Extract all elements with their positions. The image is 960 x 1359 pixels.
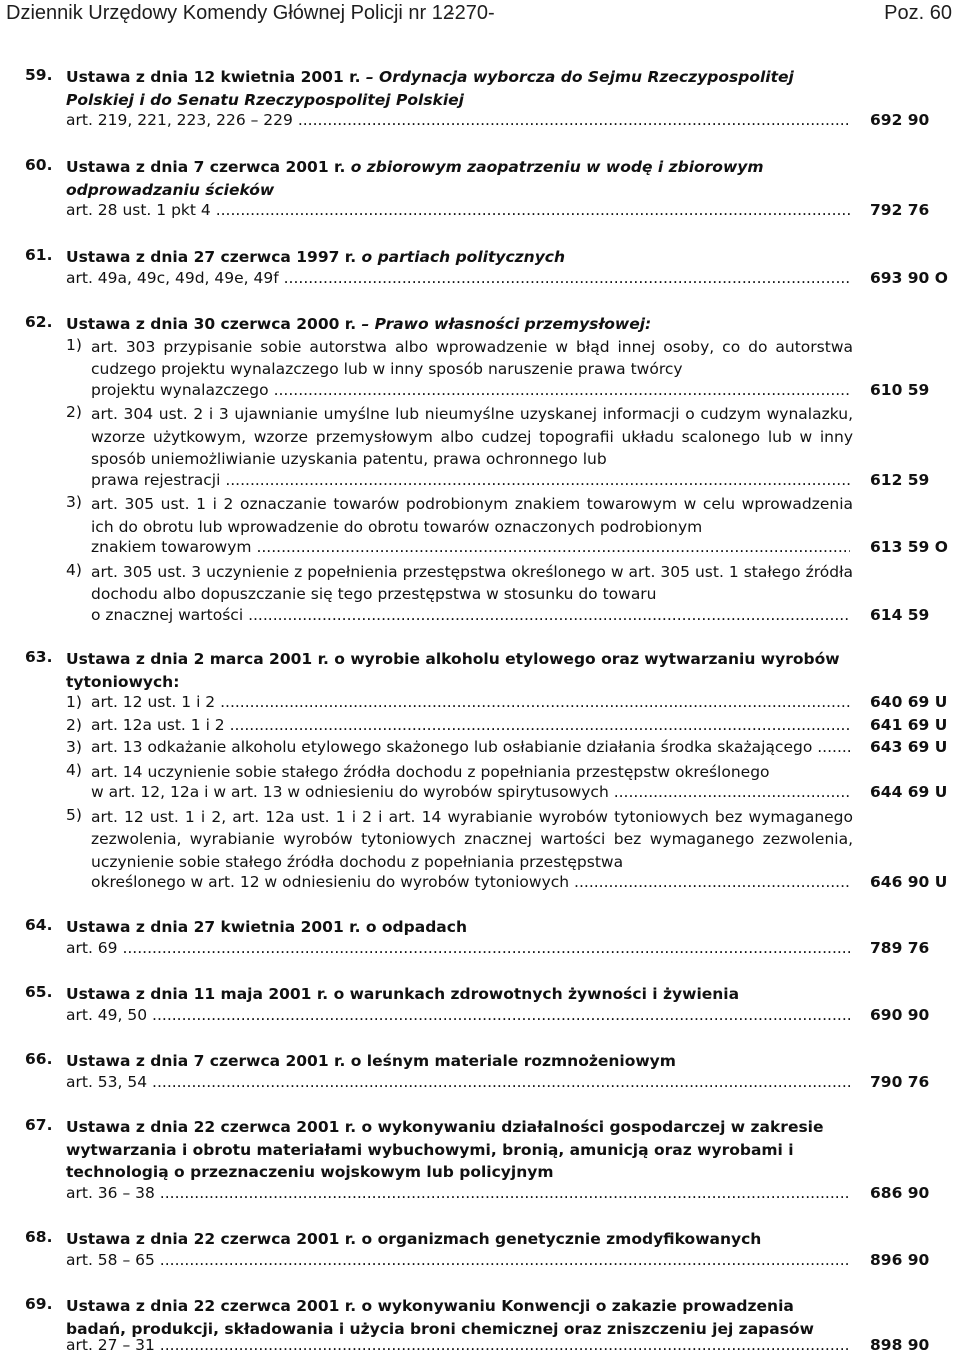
- sub-text: art. 303 przypisanie sobie autorstwa albo wprowadzenie w błąd innej osoby, co do autorstwa cudzego projektu wynalazczego lub w inny sposób naruszenie prawa twórcy: [91, 337, 853, 378]
- sub-last-text: prawa rejestracji .....: [91, 471, 850, 489]
- sub-last-text: określonego w art. 12 w odniesieniu do wyrobów tytoniowych .....: [91, 873, 850, 891]
- page-ref: 686 90: [870, 1183, 930, 1202]
- entry-title: [66, 648, 856, 693]
- sub-number: 4): [66, 760, 82, 779]
- sub-number: 4): [66, 560, 82, 579]
- sub-last-text: art. 13 odkażanie alkoholu etylowego skażonego lub osłabianie działania środka skażającego .....: [91, 738, 850, 756]
- sub-text: art. 305 ust. 1 i 2 oznaczanie towarów podrobionym znakiem towarowym w celu wprowadzenia ich do obrotu lub wprowadzenie do obrotu towarów oznaczonych podrobionym: [91, 495, 853, 536]
- article-line: [66, 939, 850, 962]
- act-title: Ustawa z dnia 22 czerwca 2001 r. o organizmach genetycznie zmodyfikowanych: [66, 1230, 762, 1248]
- page-ref: 644 69 U: [870, 783, 948, 801]
- article-line: [66, 269, 850, 292]
- entry-title: [66, 1116, 856, 1184]
- entry-title: [66, 156, 856, 201]
- sub-text: art. 304 ust. 2 i 3 ujawnianie umyślne lub nieumyślne uzyskanej informacji o cudzym wynalazku, wzorze użytkowym, wzorze przemysłowym albo cudzej topografii układu scalonego lub w inny sposób uniemożliwianie uzyskania patentu, prawa ochronnego lub: [91, 405, 853, 468]
- sub-number: 5): [66, 805, 82, 824]
- act-title: Ustawa z dnia 22 czerwca 2001 r. o wykonywaniu działalności gospodarczej w zakresie wytwarzania i obrotu materiałami wybuchowymi, bronią, amunicją oraz wyrobami i technologią o przeznaczeniu wojskowym lub policyjnym: [66, 1118, 824, 1181]
- sub-number: 2): [66, 403, 82, 421]
- sub-number: 3): [66, 493, 82, 511]
- page-ref: 612 59: [870, 470, 930, 489]
- article-line: [66, 1184, 850, 1207]
- entry-title: [66, 1228, 856, 1251]
- act-name: – Prawo własności przemysłowej:: [356, 315, 652, 333]
- article-line: [66, 201, 850, 224]
- article-text: art. 28 ust. 1 pkt 4 .....: [66, 201, 850, 219]
- entry-title: [66, 1295, 856, 1340]
- act-title: Ustawa z dnia 11 maja 2001 r. o warunkach zdrowotnych żywności i żywienia: [66, 985, 740, 1003]
- article-line: [66, 1006, 850, 1029]
- sub-last-line: [91, 606, 850, 629]
- entry-title: [66, 66, 856, 111]
- article-text: art. 49a, 49c, 49d, 49e, 49f .....: [66, 269, 850, 287]
- sub-last-line: [91, 693, 850, 716]
- act-date: Ustawa z dnia 12 kwietnia 2001 r.: [66, 68, 361, 86]
- article-text: art. 49, 50 .....: [66, 1006, 850, 1024]
- sub-last-text: w art. 12, 12a i w art. 13 w odniesieniu do wyrobów spirytusowych .....: [91, 783, 850, 801]
- act-name: o partiach politycznych: [356, 248, 566, 266]
- entry-number: 64.: [25, 916, 53, 934]
- entry-number: 61.: [25, 246, 53, 264]
- page-ref: 693 90 O: [870, 268, 948, 287]
- page-header: [0, 0, 960, 40]
- page-ref: 641 69 U: [870, 715, 948, 734]
- sub-number: 2): [66, 715, 82, 734]
- article-line: [66, 1073, 850, 1096]
- sub-last-text: projektu wynalazczego .....: [91, 381, 850, 399]
- article-text: art. 53, 54 .....: [66, 1073, 850, 1091]
- page-ref: 643 69 U: [870, 738, 948, 756]
- entry-number: 67.: [25, 1116, 53, 1134]
- sub-last-line: [91, 738, 850, 761]
- act-title: Ustawa z dnia 27 kwietnia 2001 r. o odpadach: [66, 918, 467, 936]
- act-name: – Ordynacja wyborcza do Sejmu Rzeczypospolitej Polskiej i do Senatu Rzeczypospolitej Polskiej: [66, 68, 794, 109]
- act-name: o zbiorowym zaopatrzeniu w wodę i zbiorowym odprowadzaniu ścieków: [66, 158, 764, 199]
- sub-last-text: art. 12 ust. 1 i 2 .....: [91, 693, 850, 711]
- article-text: art. 36 – 38 .....: [66, 1184, 850, 1202]
- act-title: Ustawa z dnia 2 marca 2001 r. o wyrobie alkoholu etylowego oraz wytwarzaniu wyrobów tytoniowych:: [66, 650, 840, 691]
- page-ref: 789 76: [870, 938, 930, 957]
- page-ref: 640 69 U: [870, 693, 948, 711]
- sub-text: art. 14 uczynienie sobie stałego źródła dochodu z popełniania przestępstw określonego: [91, 762, 770, 781]
- entry-number: 59.: [25, 66, 53, 84]
- sub-last-line: [91, 538, 850, 561]
- entry-number: 68.: [25, 1228, 53, 1246]
- position-number: Poz. 60: [884, 2, 952, 24]
- act-date: Ustawa z dnia 30 czerwca 2000 r.: [66, 315, 357, 333]
- page-ref: 610 59: [870, 380, 930, 399]
- article-line: [66, 1336, 850, 1359]
- page-ref: 646 90 U: [870, 873, 948, 891]
- sub-last-line: [91, 471, 850, 494]
- page-ref: 790 76: [870, 1072, 930, 1091]
- page-ref: 613 59 O: [870, 538, 948, 556]
- article-text: art. 69 .....: [66, 939, 850, 957]
- entry-title: [66, 916, 856, 939]
- entry-title: [66, 246, 856, 269]
- sub-last-text: art. 12a ust. 1 i 2 .....: [91, 716, 850, 734]
- page-number: -270-: [448, 2, 495, 24]
- sub-number: 1): [66, 693, 82, 711]
- sub-last-line: [91, 873, 850, 896]
- article-text: art. 219, 221, 223, 226 – 229 .....: [66, 111, 850, 129]
- act-title: Ustawa z dnia 7 czerwca 2001 r. o leśnym materiale rozmnożeniowym: [66, 1052, 676, 1070]
- article-line: [66, 111, 850, 134]
- entry-number: 62.: [25, 313, 53, 331]
- sub-text: art. 305 ust. 3 uczynienie z popełnienia przestępstwa określonego w art. 305 ust. 1 stałego źródła dochodu albo dopuszczanie się tego przestępstwa w stosunku do towaru: [91, 562, 853, 603]
- page-ref: 792 76: [870, 201, 930, 219]
- page-ref: 692 90: [870, 111, 930, 129]
- sub-number: 1): [66, 335, 82, 354]
- page-ref: 896 90: [870, 1250, 930, 1269]
- act-date: Ustawa z dnia 27 czerwca 1997 r.: [66, 248, 357, 266]
- entry-title: [66, 983, 856, 1006]
- sub-last-line: [91, 783, 850, 806]
- article-text: art. 27 – 31 .....: [66, 1336, 850, 1354]
- sub-text: art. 12 ust. 1 i 2, art. 12a ust. 1 i 2 i art. 14 wyrabianie wyrobów tytoniowych bez wymaganego zezwolenia, wyrabianie wyrobów tytoniowych znacznej wartości bez wymaganego zezwolenia, uczynienie sobie stałego źródła dochodu z popełniania przestępstwa: [91, 807, 853, 871]
- article-line: [66, 1251, 850, 1274]
- article-text: art. 58 – 65 .....: [66, 1251, 850, 1269]
- entry-number: 60.: [25, 156, 53, 174]
- entry-number: 69.: [25, 1295, 53, 1313]
- entry-title: [66, 1050, 856, 1073]
- sub-last-text: znakiem towarowym .....: [91, 538, 850, 556]
- sub-number: 3): [66, 738, 82, 756]
- sub-last-line: [91, 381, 850, 404]
- page-ref: 690 90: [870, 1005, 930, 1024]
- entry-number: 63.: [25, 648, 53, 666]
- sub-last-line: [91, 716, 850, 739]
- sub-last-text: o znacznej wartości .....: [91, 606, 850, 624]
- act-title: Ustawa z dnia 22 czerwca 2001 r. o wykonywaniu Konwencji o zakazie prowadzenia badań, produkcji, składowania i użycia broni chemicznej oraz zniszczeniu jej zapasów: [66, 1297, 814, 1338]
- entry-title: [66, 313, 856, 336]
- act-date: Ustawa z dnia 7 czerwca 2001 r.: [66, 158, 346, 176]
- page-ref: 614 59: [870, 605, 930, 624]
- journal-title: Dziennik Urzędowy Komendy Głównej Policji nr 12: [6, 2, 454, 24]
- page-ref: 898 90: [870, 1336, 930, 1354]
- entry-number: 66.: [25, 1050, 53, 1068]
- entry-number: 65.: [25, 983, 53, 1001]
